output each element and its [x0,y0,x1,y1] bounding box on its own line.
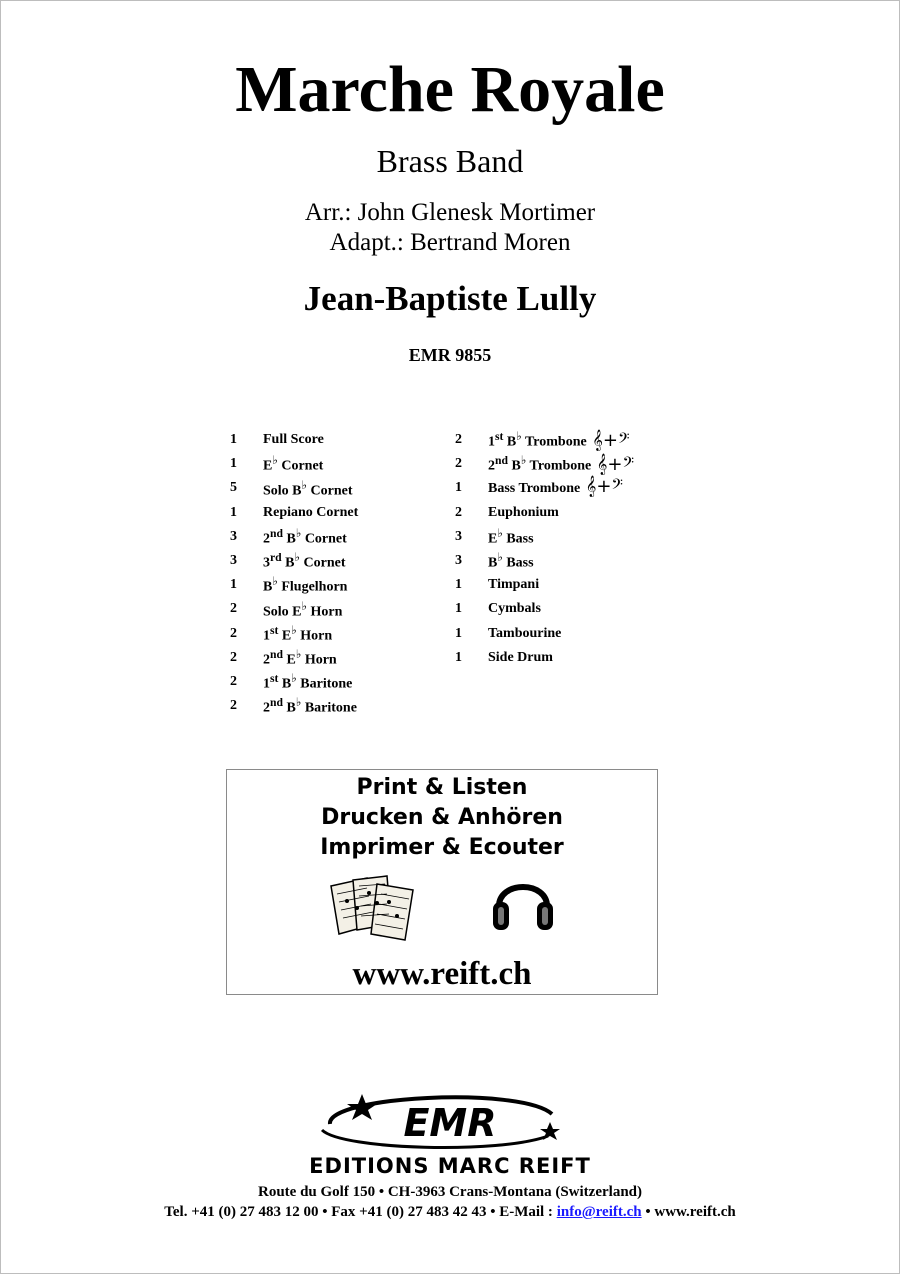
parts-list-left [230,428,358,718]
part-name: Timpani [488,577,540,593]
parts-list-right [455,428,634,670]
part-name: E♭ Bass [488,527,534,547]
ensemble-subtitle: Brass Band [376,143,524,179]
part-row [230,452,358,476]
part-row [455,597,634,621]
part-quantity: 3 [230,528,237,544]
part-row [230,694,358,718]
publisher-address: Route du Golf 150 • CH-3963 Crans-Montana (Switzerland) [258,1184,642,1200]
part-row [455,428,634,452]
part-quantity: 2 [230,649,237,665]
headphones-icon [491,868,555,934]
part-name: 1st E♭ Horn [263,623,333,644]
catalog-number: EMR 9855 [408,345,492,365]
sheet-music-icon [327,872,419,944]
part-row [230,476,358,500]
part-name: Solo E♭ Horn [263,599,343,620]
phone-fax: Tel. +41 (0) 27 483 12 00 • Fax +41 (0) 27 483 42 43 • E-Mail : [164,1204,557,1220]
email-link[interactable]: info@reift.ch [556,1204,642,1220]
part-name: Tambourine [488,625,562,641]
part-row [230,549,358,573]
part-quantity: 2 [230,673,237,689]
part-name: Euphonium [488,504,559,520]
part-row [230,525,358,549]
part-name: 2nd E♭ Horn [263,647,337,668]
part-quantity: 1 [230,504,237,520]
part-row [230,428,358,452]
part-quantity: 2 [455,504,462,520]
publisher-name: EDITIONS MARC REIFT [309,1154,591,1178]
part-quantity: 2 [455,432,462,448]
part-name: 2nd B♭ Baritone [263,696,357,716]
part-row [455,549,634,573]
part-quantity: 3 [455,528,462,544]
print-listen-box [226,769,658,995]
promo-line-french: Imprimer & Ecouter [320,835,564,860]
part-name: 3rd B♭ Cornet [263,551,346,571]
part-row [230,573,358,597]
part-quantity: 1 [230,456,237,472]
part-quantity: 2 [455,456,462,472]
promo-line-german: Drucken & Anhören [321,805,563,830]
part-name: 2nd B♭ Cornet [263,527,347,547]
part-row [455,452,634,476]
part-quantity: 1 [455,601,462,617]
part-quantity: 2 [230,698,237,714]
part-quantity: 1 [230,432,237,448]
part-name: B♭ Flugelhorn [263,575,348,596]
part-quantity: 3 [455,553,462,569]
part-row [230,622,358,646]
publisher-contact [0,1202,900,1222]
part-quantity: 1 [455,625,462,641]
part-row [455,525,634,549]
part-row [455,646,634,670]
part-row [455,476,634,500]
part-quantity: 1 [230,577,237,593]
part-name: Repiano Cornet [263,504,359,520]
part-row [455,573,634,597]
part-name: Full Score [263,432,324,448]
adapter-credit: Adapt.: Bertrand Moren [329,229,571,256]
part-name: Solo B♭ Cornet [263,478,353,499]
part-name: B♭ Bass [488,551,534,571]
part-row [230,646,358,670]
part-quantity: 2 [230,625,237,641]
part-row [455,622,634,646]
part-quantity: 3 [230,553,237,569]
logo-lettering: EMR [403,1101,497,1145]
piece-title: Marche Royale [235,53,665,126]
part-name: Cymbals [488,601,541,617]
part-quantity: 1 [455,480,462,496]
emr-logo [300,1092,600,1154]
part-name: E♭ Cornet [263,454,324,475]
promo-line-english: Print & Listen [356,775,528,800]
part-name: 1st B♭ Baritone [263,672,353,692]
composer-name: Jean-Baptiste Lully [303,279,597,318]
part-quantity: 1 [455,649,462,665]
website-text: • www.reift.ch [641,1204,736,1220]
arranger-credit: Arr.: John Glenesk Mortimer [304,199,596,226]
part-quantity: 1 [455,577,462,593]
promo-website-link[interactable]: www.reift.ch [352,956,532,992]
part-name: Side Drum [488,649,553,665]
part-row [230,597,358,621]
part-row [230,501,358,525]
part-quantity: 5 [230,480,237,496]
part-name: Bass Trombone 𝄞+𝄢 [488,476,623,498]
part-row [455,501,634,525]
part-name: 2nd B♭ Trombone 𝄞+𝄢 [488,454,635,476]
part-row [230,670,358,694]
part-name: 1st B♭ Trombone 𝄞+𝄢 [488,429,630,451]
part-quantity: 2 [230,601,237,617]
